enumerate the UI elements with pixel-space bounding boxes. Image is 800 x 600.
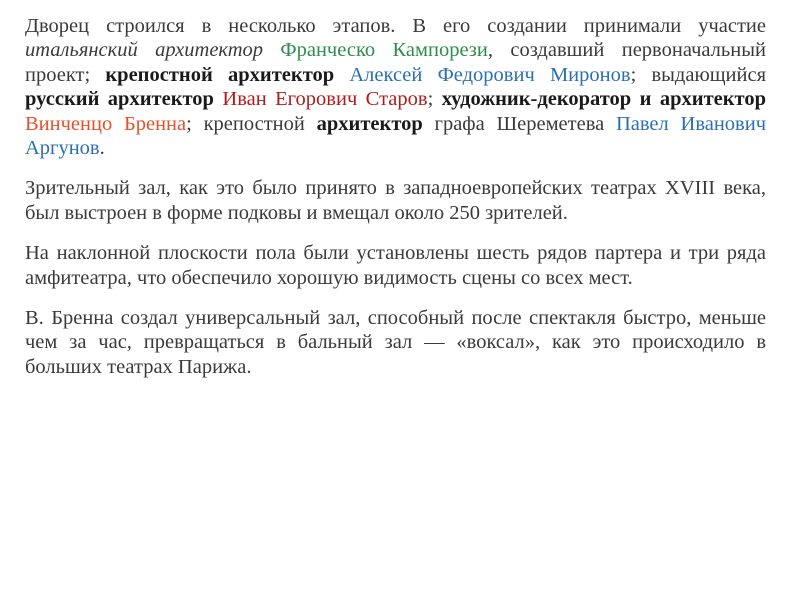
text-segment: .: [99, 137, 105, 160]
paragraph-auditorium: Зрительный зал, как это было принято в западноевропейских театрах XVIII века, был выстроен в форме подковы и вмещал около 250 зрителей.: [25, 177, 766, 224]
role-serf-architect: крепостной архитектор: [105, 63, 335, 86]
text-segment: ;: [427, 88, 442, 111]
text-segment: ; крепостной: [186, 112, 317, 135]
text-segment: ; выдающийся: [630, 63, 767, 86]
role-russian-architect: русский архитектор: [25, 88, 214, 111]
text-segment: [263, 39, 280, 61]
name-camporesi: Франческо Кампорези: [280, 39, 488, 62]
role-italian-architect: итальянский архитектор: [25, 39, 264, 62]
paragraph-seating: На наклонной плоскости пола были установлены шесть рядов партера и три ряда амфитеатра, что обеспечило хорошую видимость сцены со всех мест.: [25, 242, 766, 289]
paragraph-ballroom: В. Бренна создал универсальный зал, способный после спектакля быстро, меньше чем за час, превращаться в бальный зал — «воксал», как это происходило в больших театрах Парижа.: [25, 307, 766, 378]
name-mironov: Алексей Федорович Миронов: [349, 63, 631, 86]
text-segment: графа Шереметева: [422, 112, 616, 135]
name-argunov: Павел Иванович Аргунов: [25, 112, 767, 160]
name-starov: Иван Егорович Старов: [222, 88, 428, 111]
paragraph-architects: [25, 14, 766, 160]
role-decorator-architect: художник-декоратор и архитектор: [441, 88, 767, 111]
text-segment: , создавший первоначальный проект;: [25, 39, 766, 86]
text-segment: Дворец строился в несколько этапов. В его создании принимали участие: [25, 15, 766, 37]
name-brenna: Винченцо Бренна: [25, 112, 187, 135]
role-architect: архитектор: [316, 112, 423, 135]
text-segment: [334, 64, 349, 86]
